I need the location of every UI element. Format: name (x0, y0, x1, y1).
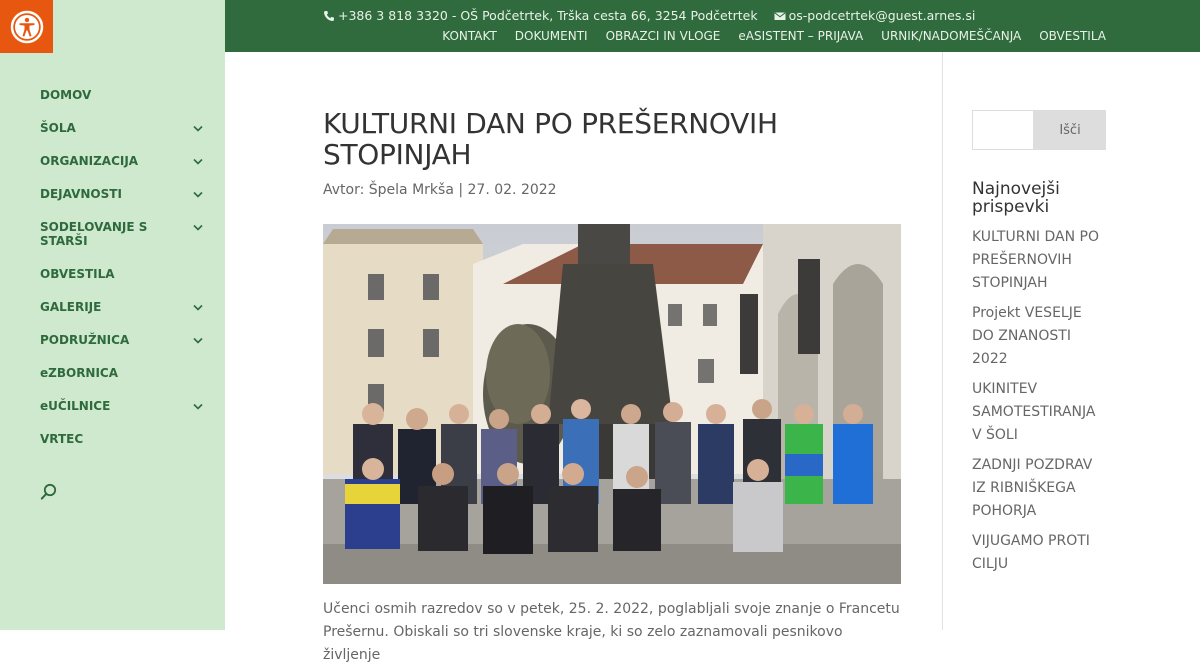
sidebar-item-label: OBVESTILA (40, 267, 115, 281)
sidebar-item-label: VRTEC (40, 432, 84, 446)
sidebar-item[interactable] (40, 88, 210, 102)
chevron-down-icon[interactable] (192, 121, 204, 135)
sidebar-item[interactable] (40, 333, 210, 347)
search-input[interactable] (972, 110, 1034, 150)
chevron-down-icon[interactable] (192, 154, 204, 168)
top-nav-link[interactable]: DOKUMENTI (514, 29, 588, 43)
recent-post-link[interactable]: UKINITEV SAMOTESTIRANJA V ŠOLI (972, 381, 1096, 443)
sidebar-item[interactable] (40, 154, 210, 168)
sidebar-item[interactable] (40, 267, 210, 281)
email-link[interactable]: os-podcetrtek@guest.arnes.si (788, 8, 976, 23)
search-widget (972, 110, 1106, 150)
top-nav-link[interactable]: URNIK/NADOMEŠČANJA (881, 29, 1022, 43)
sidebar-item-label: DOMOV (40, 88, 92, 102)
top-nav-link[interactable]: KONTAKT (442, 29, 497, 43)
sidebar-item-label: eUČILNICE (40, 399, 111, 413)
top-nav-link[interactable]: OBRAZCI IN VLOGE (605, 29, 721, 43)
sidebar-item[interactable] (40, 121, 210, 135)
sidebar-item[interactable] (40, 187, 210, 201)
sidebar-item-label: DEJAVNOSTI (40, 187, 122, 201)
post-excerpt: Učenci osmih razredov so v petek, 25. 2. 2022, poglabljali svoje znanje o Francetu Prešernu. Obiskali so tri slovenske kraje, ki so zelo zaznamovali pesnikovo življenje (323, 601, 900, 663)
chevron-down-icon[interactable] (192, 399, 204, 413)
sidebar-item-label: ORGANIZACIJA (40, 154, 139, 168)
post-article (323, 107, 901, 663)
sidebar-item[interactable] (40, 432, 210, 446)
recent-post-link[interactable]: VIJUGAMO PROTI CILJU (972, 533, 1090, 572)
top-nav-link[interactable]: OBVESTILA (1039, 29, 1106, 43)
sidebar-item-label: GALERIJE (40, 300, 102, 314)
sidebar-item-label: eZBORNICA (40, 366, 119, 380)
sidebar-item-label: ŠOLA (40, 121, 76, 135)
recent-post-link[interactable]: ZADNJI POZDRAV IZ RIBNIŠKEGA POHORJA (972, 457, 1093, 519)
chevron-down-icon[interactable] (192, 187, 204, 201)
search-icon[interactable] (40, 483, 58, 501)
content-divider (942, 52, 943, 630)
phone-icon (323, 10, 335, 22)
sidebar-item[interactable] (40, 300, 210, 314)
chevron-down-icon[interactable] (192, 220, 204, 234)
recent-posts-list (972, 226, 1107, 583)
post-featured-image[interactable] (323, 224, 901, 584)
top-nav-link[interactable]: eASISTENT – PRIJAVA (738, 29, 864, 43)
sidebar (0, 0, 225, 630)
recent-post-link[interactable]: Projekt VESELJE DO ZNANOSTI 2022 (972, 305, 1082, 367)
phone-text[interactable]: +386 3 818 3320 - OŠ Podčetrtek, Trška cesta 66, 3254 Podčetrtek (338, 8, 758, 23)
sidebar-item[interactable] (40, 220, 210, 248)
recent-posts-title: Najnovejši prispevki (972, 179, 1060, 217)
accessibility-icon (10, 10, 44, 44)
contact-info (323, 8, 975, 23)
sidebar-item[interactable] (40, 366, 210, 380)
mail-icon (774, 10, 786, 22)
top-nav (424, 29, 1106, 43)
sidebar-item[interactable] (40, 399, 210, 413)
top-bar (225, 0, 1200, 52)
accessibility-button[interactable] (0, 0, 53, 53)
sidebar-item-label: SODELOVANJE S STARŠI (40, 220, 148, 248)
post-title: KULTURNI DAN PO PREŠERNOVIH STOPINJAH (323, 107, 778, 171)
search-button[interactable]: Išči (1034, 110, 1106, 150)
recent-post-link[interactable]: KULTURNI DAN PO PREŠERNOVIH STOPINJAH (972, 229, 1099, 291)
chevron-down-icon[interactable] (192, 333, 204, 347)
sidebar-item-label: PODRUŽNICA (40, 333, 130, 347)
post-meta: Avtor: Špela Mrkša | 27. 02. 2022 (323, 182, 557, 198)
chevron-down-icon[interactable] (192, 300, 204, 314)
